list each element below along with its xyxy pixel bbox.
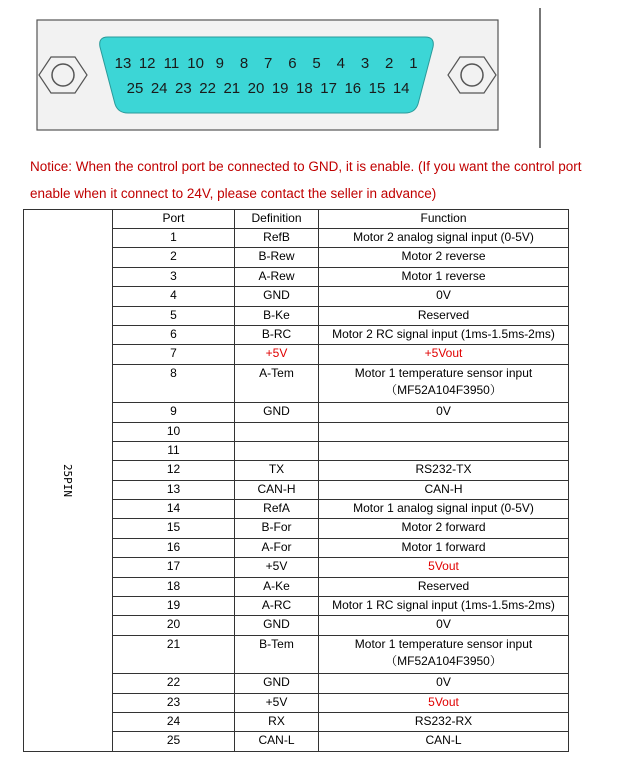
function-text: Motor 1 temperature sensor input	[354, 636, 533, 651]
function-cell: Reserved	[319, 577, 569, 596]
function-cell: +5Vout	[319, 345, 569, 364]
function-cell: CAN-L	[319, 732, 569, 751]
function-cell: 0V	[319, 403, 569, 422]
pin-number-bottom: 16	[344, 80, 362, 97]
definition-cell	[235, 422, 319, 441]
pin-number-top: 1	[409, 55, 418, 72]
function-cell: Motor 1 analog signal input (0-5V)	[319, 500, 569, 519]
pin-number-bottom: 14	[392, 80, 410, 97]
pin-number-bottom: 19	[271, 80, 289, 97]
port-cell: 15	[113, 519, 235, 538]
port-cell: 3	[113, 267, 235, 286]
pin-number-top: 10	[187, 55, 204, 72]
notice-line-1: Notice: When the control port be connected to GND, it is enable. (If you want the control port	[30, 159, 582, 174]
function-cell	[319, 441, 569, 460]
function-cell: RS232-RX	[319, 712, 569, 731]
table-body	[24, 210, 569, 752]
pin-number-top: 13	[114, 55, 132, 72]
function-cell	[319, 364, 569, 402]
definition-cell: A-Rew	[235, 267, 319, 286]
definition-cell: TX	[235, 461, 319, 480]
definition-cell: GND	[235, 674, 319, 693]
port-cell: 21	[113, 635, 235, 673]
definition-cell: B-Rew	[235, 248, 319, 267]
pin-number-bottom: 15	[368, 80, 386, 97]
function-cell: 0V	[319, 287, 569, 306]
pin-number-bottom: 21	[223, 80, 241, 97]
definition-cell: B-Ke	[235, 306, 319, 325]
pin-number-bottom: 18	[296, 80, 313, 97]
definition-cell: +5V	[235, 558, 319, 577]
definition-cell: B-For	[235, 519, 319, 538]
port-cell: 19	[113, 597, 235, 616]
port-cell: 6	[113, 325, 235, 344]
pin-number-bottom: 17	[320, 80, 337, 97]
function-part-number: （MF52A104F3950）	[385, 382, 502, 397]
port-cell: 4	[113, 287, 235, 306]
port-cell: 5	[113, 306, 235, 325]
side-label: 25PIN	[61, 463, 75, 497]
pin-number-top: 8	[239, 55, 249, 72]
definition-cell: GND	[235, 287, 319, 306]
pin-number-top: 11	[163, 55, 180, 72]
port-cell: 24	[113, 712, 235, 731]
pin-number-bottom: 25	[126, 80, 144, 97]
pin-number-top: 5	[312, 55, 321, 72]
port-cell: 9	[113, 403, 235, 422]
db25-connector-diagram	[0, 0, 621, 150]
function-cell: RS232-TX	[319, 461, 569, 480]
definition-cell: B-RC	[235, 325, 319, 344]
header-definition: Definition	[235, 210, 319, 229]
function-cell: 5Vout	[319, 558, 569, 577]
definition-cell: +5V	[235, 693, 319, 712]
function-cell: 0V	[319, 674, 569, 693]
header-function: Function	[319, 210, 569, 229]
function-cell: Reserved	[319, 306, 569, 325]
function-part-number: （MF52A104F3950）	[385, 653, 502, 668]
port-cell: 16	[113, 538, 235, 557]
port-cell: 11	[113, 441, 235, 460]
definition-cell: GND	[235, 403, 319, 422]
pin-number-bottom: 23	[175, 80, 192, 97]
function-cell: Motor 2 reverse	[319, 248, 569, 267]
function-cell: Motor 1 reverse	[319, 267, 569, 286]
definition-cell: GND	[235, 616, 319, 635]
pin-number-top: 7	[264, 55, 273, 72]
function-cell	[319, 635, 569, 673]
definition-cell: A-Tem	[235, 364, 319, 402]
pin-number-top: 3	[360, 55, 370, 72]
function-cell	[319, 422, 569, 441]
definition-cell: RefB	[235, 229, 319, 248]
pin-number-bottom: 22	[199, 80, 216, 97]
port-cell: 20	[113, 616, 235, 635]
port-cell: 14	[113, 500, 235, 519]
definition-cell: RefA	[235, 500, 319, 519]
port-cell: 2	[113, 248, 235, 267]
pin-number-top: 2	[385, 55, 394, 72]
definition-cell: RX	[235, 712, 319, 731]
definition-cell: +5V	[235, 345, 319, 364]
header-port: Port	[113, 210, 235, 229]
definition-cell: A-RC	[235, 597, 319, 616]
pin-number-top: 4	[336, 55, 345, 72]
pin-definition-table	[23, 209, 569, 752]
port-cell: 1	[113, 229, 235, 248]
port-cell: 18	[113, 577, 235, 596]
function-cell: Motor 2 RC signal input (1ms-1.5ms-2ms)	[319, 325, 569, 344]
port-cell: 7	[113, 345, 235, 364]
function-cell: Motor 1 forward	[319, 538, 569, 557]
port-cell: 13	[113, 480, 235, 499]
definition-cell: A-For	[235, 538, 319, 557]
pin-number-bottom: 24	[150, 80, 168, 97]
function-cell: CAN-H	[319, 480, 569, 499]
pin-number-bottom: 20	[247, 80, 265, 97]
port-cell: 10	[113, 422, 235, 441]
notice-line-2: enable when it connect to 24V, please contact the seller in advance)	[30, 186, 437, 201]
port-cell: 17	[113, 558, 235, 577]
port-cell: 8	[113, 364, 235, 402]
connector-body	[100, 37, 434, 113]
function-cell: Motor 1 RC signal input (1ms-1.5ms-2ms)	[319, 597, 569, 616]
pin-number-top: 6	[288, 55, 297, 72]
function-cell: Motor 2 analog signal input (0-5V)	[319, 229, 569, 248]
side-label-cell	[24, 210, 113, 752]
definition-cell: CAN-L	[235, 732, 319, 751]
port-cell: 23	[113, 693, 235, 712]
definition-cell: CAN-H	[235, 480, 319, 499]
function-text: Motor 1 temperature sensor input	[354, 365, 533, 380]
port-cell: 22	[113, 674, 235, 693]
definition-cell: B-Tem	[235, 635, 319, 673]
function-cell: 0V	[319, 616, 569, 635]
port-cell: 25	[113, 732, 235, 751]
definition-cell: A-Ke	[235, 577, 319, 596]
port-cell: 12	[113, 461, 235, 480]
function-cell: Motor 2 forward	[319, 519, 569, 538]
pin-number-top: 9	[215, 55, 224, 72]
table-header-row	[24, 210, 569, 229]
function-cell: 5Vout	[319, 693, 569, 712]
pin-number-top: 12	[138, 55, 156, 72]
definition-cell	[235, 441, 319, 460]
